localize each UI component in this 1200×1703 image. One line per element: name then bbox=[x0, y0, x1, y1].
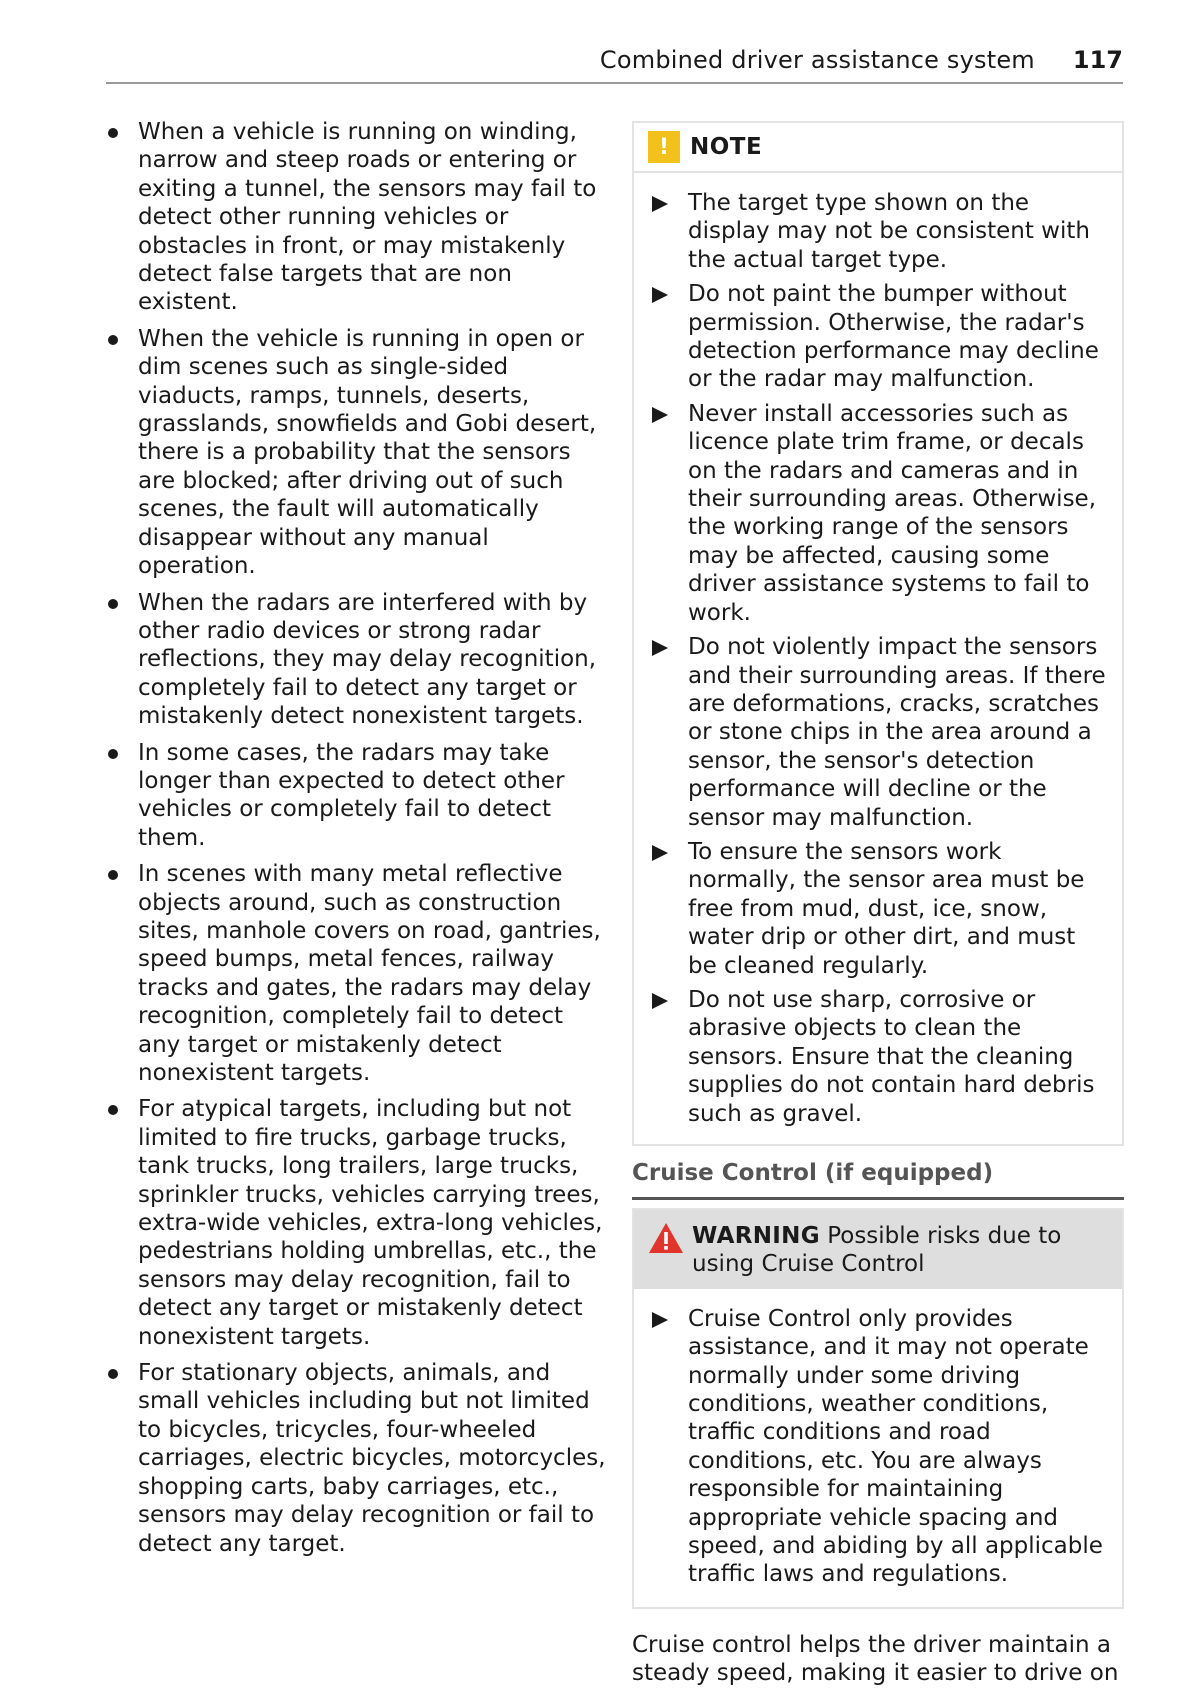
page-header bbox=[106, 46, 1123, 84]
note-box bbox=[632, 121, 1124, 1146]
warning-label: WARNING bbox=[692, 1223, 820, 1249]
page-number: 117 bbox=[1072, 46, 1123, 74]
exclamation-icon: ! bbox=[648, 131, 680, 163]
left-column bbox=[106, 118, 606, 1566]
note-title: NOTE bbox=[690, 134, 763, 160]
list-item bbox=[106, 325, 606, 581]
note-item-text: Do not use sharp, corrosive or abrasive objects to clean the sensors. Ensure that the cleaning supplies do not contain hard debris such as gravel. bbox=[688, 986, 1095, 1127]
bullet-icon bbox=[108, 1369, 118, 1379]
list-item bbox=[650, 838, 1110, 980]
arrow-right-icon bbox=[652, 407, 668, 423]
warning-title: Possible risks due to using Cruise Control bbox=[692, 1223, 1062, 1278]
note-item-text: To ensure the sensors work normally, the sensor area must be free from mud, dust, ice, snow, water drip or other dirt, and must be cleaned regularly. bbox=[688, 838, 1085, 979]
list-item bbox=[106, 118, 606, 317]
bullet-text: When the radars are interfered with by other radio devices or strong radar reflections, they may delay recognition, completely fail to detect any target or mistakenly detect nonexistent targets. bbox=[138, 589, 597, 730]
list-item bbox=[106, 589, 606, 731]
arrow-right-icon bbox=[652, 1312, 668, 1328]
note-item-text: Never install accessories such as licence plate trim frame, or decals on the radars and cameras and in their surrounding areas. Otherwise, the working range of the sensors may be affected, causing some driver assistance systems to fail to work. bbox=[688, 400, 1097, 626]
warning-triangle-icon bbox=[648, 1222, 684, 1254]
arrow-right-icon bbox=[652, 640, 668, 656]
arrow-right-icon bbox=[652, 287, 668, 303]
list-item bbox=[106, 1359, 606, 1558]
bullet-icon bbox=[108, 335, 118, 345]
warning-header bbox=[634, 1210, 1122, 1289]
warning-heading bbox=[692, 1222, 1108, 1279]
list-item bbox=[650, 280, 1110, 394]
bullet-text: When the vehicle is running in open or dim scenes such as single-sided viaducts, ramps, tunnels, deserts, grasslands, snowfields and Gobi desert, there is a probability that the sensors are blocked; after driving out of such scenes, the fault will automatically disappear without any manual operation. bbox=[138, 325, 597, 580]
note-item-text: The target type shown on the display may not be consistent with the actual target type. bbox=[688, 190, 1090, 273]
list-item bbox=[650, 189, 1110, 274]
list-item bbox=[650, 633, 1110, 832]
bullet-text: When a vehicle is running on winding, narrow and steep roads or entering or exiting a tunnel, the sensors may fail to detect other running vehicles or obstacles in front, or may mistakenly detect false targets that are non existent. bbox=[138, 119, 597, 316]
section-heading: Cruise Control (if equipped) bbox=[632, 1156, 1124, 1200]
bullet-icon bbox=[108, 1105, 118, 1115]
bullet-icon bbox=[108, 128, 118, 138]
note-header bbox=[634, 123, 1122, 173]
bullet-icon bbox=[108, 749, 118, 759]
list-item bbox=[106, 1095, 606, 1351]
right-column bbox=[632, 121, 1124, 1688]
list-item bbox=[650, 986, 1110, 1128]
note-body bbox=[634, 173, 1122, 1144]
note-item-text: Do not violently impact the sensors and their surrounding areas. If there are deformations, cracks, scratches or stone chips in the area around a sensor, the sensor's detection performance will decline or the sensor may malfunction. bbox=[688, 634, 1106, 831]
header-title: Combined driver assistance system bbox=[599, 46, 1035, 74]
arrow-right-icon bbox=[652, 845, 668, 861]
arrow-right-icon bbox=[652, 196, 668, 212]
body-paragraph: Cruise control helps the driver maintain a steady speed, making it easier to drive on bbox=[632, 1631, 1119, 1687]
bullet-text: For atypical targets, including but not limited to fire trucks, garbage trucks, tank trucks, long trailers, large trucks, sprinkler trucks, vehicles carrying trees, extra-wide vehicles, extra-long vehicles, pedestrians holding umbrellas, etc., the sensors may delay recognition, fail to detect any target or mistakenly detect nonexistent targets. bbox=[138, 1096, 603, 1350]
arrow-right-icon bbox=[652, 993, 668, 1009]
list-item bbox=[106, 739, 606, 853]
warning-body bbox=[634, 1289, 1122, 1607]
bullet-icon bbox=[108, 599, 118, 609]
list-item bbox=[106, 860, 606, 1087]
warning-box bbox=[632, 1208, 1124, 1609]
bullet-text: In some cases, the radars may take longer than expected to detect other vehicles or completely fail to detect them. bbox=[138, 739, 565, 851]
list-item bbox=[650, 1305, 1110, 1589]
bullet-text: For stationary objects, animals, and small vehicles including but not limited to bicycles, tricycles, four-wheeled carriages, electric bicycles, motorcycles, shopping carts, baby carriages, etc., sensors may delay recognition or fail to detect any target. bbox=[138, 1360, 606, 1557]
bullet-text: In scenes with many metal reflective objects around, such as construction sites, manhole covers on road, gantries, speed bumps, metal fences, railway tracks and gates, the radars may delay recognition, completely fail to detect any target or mistakenly detect nonexistent targets. bbox=[138, 861, 601, 1086]
list-item bbox=[650, 400, 1110, 627]
bullet-icon bbox=[108, 870, 118, 880]
note-item-text: Do not paint the bumper without permission. Otherwise, the radar's detection performance may decline or the radar may malfunction. bbox=[688, 281, 1099, 393]
warning-item-text: Cruise Control only provides assistance, and it may not operate normally under some driving conditions, weather conditions, traffic conditions and road conditions, etc. You are always responsible for maintaining appropriate vehicle spacing and speed, and abiding by all applicable traffic laws and regulations. bbox=[688, 1305, 1103, 1588]
